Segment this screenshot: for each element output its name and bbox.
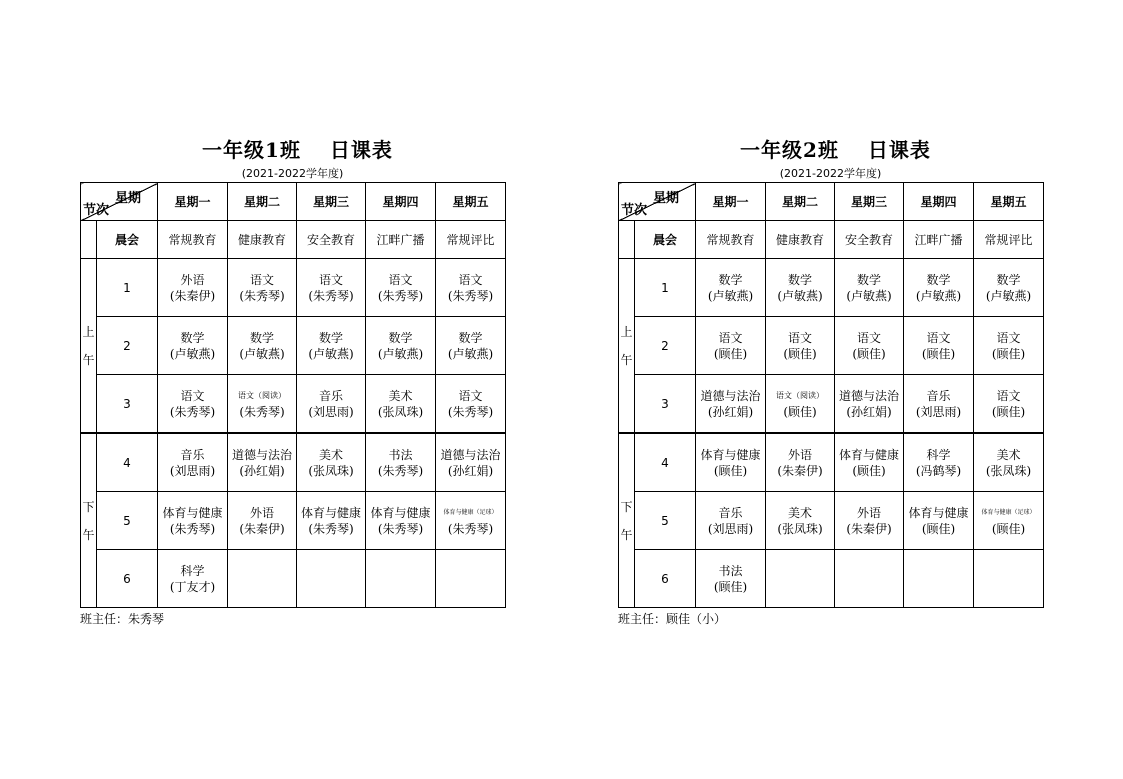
subject-name: 数学	[718, 272, 743, 287]
teacher-name: (顾佳)	[713, 346, 748, 361]
subject-name: 数学	[180, 330, 205, 345]
morning-topic: 常规教育	[158, 221, 228, 259]
head-teacher: 班主任：顾佳（小）	[618, 612, 727, 626]
subject-name: 数学	[996, 272, 1021, 287]
teacher-name: (孙红娟)	[846, 404, 892, 419]
morning-row	[619, 221, 1044, 259]
teacher-name: (朱秀琴)	[169, 521, 216, 536]
lesson-cell	[228, 259, 297, 317]
teacher-name: (孙红娟)	[447, 463, 494, 478]
half-day-char: 午	[620, 527, 633, 542]
teacher-name: (朱秀琴)	[169, 404, 216, 419]
teacher-name: (朱秀琴)	[239, 288, 285, 303]
teacher-name: (朱秀琴)	[447, 404, 494, 419]
day-header: 星期五	[436, 183, 506, 221]
teacher-name: (卢敏燕)	[239, 346, 285, 361]
lesson-cell	[974, 317, 1044, 375]
schedule-table	[618, 182, 1044, 608]
teacher-name: (张凤珠)	[985, 463, 1032, 478]
subject-name: 语文	[458, 272, 483, 287]
teacher-name: (顾佳)	[921, 521, 956, 536]
schedule-body	[81, 183, 506, 608]
subject-name: 数学	[388, 330, 413, 345]
lesson-cell	[766, 492, 835, 550]
morning-topic: 常规教育	[696, 221, 766, 259]
schedule-body	[619, 183, 1044, 608]
subject-name: 外语	[787, 447, 812, 462]
lesson-cell	[904, 375, 974, 434]
teacher-name: (卢敏燕)	[915, 288, 962, 303]
teacher-name: (孙红娟)	[707, 404, 754, 419]
teacher-name: (顾佳)	[713, 579, 748, 594]
teacher-name: (丁友才)	[169, 579, 216, 594]
morning-row	[81, 221, 506, 259]
period-row	[81, 492, 506, 550]
teacher-name: (朱秦伊)	[777, 463, 823, 478]
subject-name: 数学	[249, 330, 274, 345]
period-row	[81, 375, 506, 434]
lesson-cell	[436, 259, 506, 317]
period-number: 5	[97, 492, 158, 550]
period-header: 节次	[621, 203, 648, 218]
page-title: 一年级2班 日课表	[740, 138, 931, 162]
teacher-name: (顾佳)	[991, 404, 1026, 419]
lesson-cell	[696, 550, 766, 608]
teacher-name: (张凤珠)	[377, 404, 424, 419]
lesson-cell	[904, 317, 974, 375]
teacher-name: (朱秀琴)	[308, 521, 354, 536]
subject-name: 语文	[318, 272, 343, 287]
lesson-cell	[974, 492, 1044, 550]
schedule-table	[80, 182, 506, 608]
period-number: 1	[635, 259, 696, 317]
day-header: 星期四	[366, 183, 436, 221]
lesson-cell	[366, 317, 436, 375]
lesson-cell	[835, 492, 904, 550]
period-row	[81, 433, 506, 492]
lesson-cell	[297, 317, 366, 375]
teacher-name: (卢敏燕)	[169, 346, 216, 361]
day-header: 星期二	[766, 183, 835, 221]
school-year: (2021-2022学年度)	[241, 167, 344, 180]
teacher-name: (朱秦伊)	[169, 288, 216, 303]
corner-header	[619, 183, 696, 221]
subject-name: 语文	[996, 330, 1021, 345]
morning-topic: 江畔广播	[366, 221, 436, 259]
lesson-cell	[766, 317, 835, 375]
teacher-name: (刘思雨)	[308, 404, 354, 419]
subject-name: 语文	[787, 330, 812, 345]
half-day-char: 午	[82, 527, 95, 542]
lesson-cell	[158, 550, 228, 608]
teacher-name: (顾佳)	[852, 346, 886, 361]
lesson-cell	[297, 433, 366, 492]
day-header: 星期五	[974, 183, 1044, 221]
lesson-cell	[904, 550, 974, 608]
teacher-name: (刘思雨)	[915, 404, 962, 419]
lesson-cell	[366, 259, 436, 317]
period-row	[81, 317, 506, 375]
subject-name: 道德与法治	[231, 447, 292, 462]
teacher-name: (顾佳)	[991, 346, 1026, 361]
period-row	[619, 259, 1044, 317]
lesson-cell	[366, 492, 436, 550]
subject-name: 外语	[249, 505, 274, 520]
morning-label: 晨会	[97, 221, 158, 259]
lesson-cell	[974, 550, 1044, 608]
period-number: 6	[97, 550, 158, 608]
teacher-name: (朱秀琴)	[447, 521, 494, 536]
lesson-cell	[904, 433, 974, 492]
lesson-cell	[228, 492, 297, 550]
day-header: 星期二	[228, 183, 297, 221]
teacher-name: (顾佳)	[783, 404, 817, 419]
lesson-cell	[436, 433, 506, 492]
morning-label: 晨会	[635, 221, 696, 259]
teacher-name: (顾佳)	[921, 346, 956, 361]
morning-topic: 健康教育	[766, 221, 835, 259]
period-number: 2	[97, 317, 158, 375]
lesson-cell	[158, 375, 228, 434]
lesson-cell	[696, 433, 766, 492]
lesson-cell	[835, 259, 904, 317]
period-number: 5	[635, 492, 696, 550]
teacher-name: (卢敏燕)	[707, 288, 754, 303]
header-row	[619, 183, 1044, 221]
subject-name: 道德与法治	[700, 388, 761, 403]
subject-name: 数学	[926, 272, 951, 287]
header-row	[81, 183, 506, 221]
teacher-name: (朱秦伊)	[846, 521, 892, 536]
lesson-cell	[904, 492, 974, 550]
lesson-cell	[696, 259, 766, 317]
morning-topic: 安全教育	[297, 221, 366, 259]
pm-label	[81, 433, 97, 608]
day-header: 星期三	[297, 183, 366, 221]
weekday-header: 星期	[114, 191, 141, 206]
subject-name: 道德与法治	[440, 447, 501, 462]
period-number: 4	[635, 433, 696, 492]
subject-name: 体育与健康	[162, 505, 223, 520]
subject-name: 体育与健康（足球）	[981, 508, 1036, 516]
subject-name: 语文	[926, 330, 951, 345]
lesson-cell	[436, 317, 506, 375]
subject-name: 体育与健康	[370, 505, 431, 520]
subject-name: 语文	[249, 272, 274, 287]
lesson-cell	[297, 259, 366, 317]
teacher-name: (朱秀琴)	[308, 288, 354, 303]
teacher-name: (刘思雨)	[169, 463, 216, 478]
period-row	[619, 550, 1044, 608]
day-header: 星期一	[696, 183, 766, 221]
subject-name: 美术	[787, 505, 812, 520]
lesson-cell	[835, 317, 904, 375]
lesson-cell	[297, 550, 366, 608]
lesson-cell	[696, 492, 766, 550]
subject-name: 语文	[458, 388, 483, 403]
teacher-name: (朱秀琴)	[447, 288, 494, 303]
subject-name: 音乐	[718, 505, 743, 520]
lesson-cell	[835, 550, 904, 608]
lesson-cell	[974, 259, 1044, 317]
am-label	[81, 259, 97, 434]
period-row	[619, 492, 1044, 550]
lesson-cell	[297, 492, 366, 550]
lesson-cell	[766, 259, 835, 317]
lesson-cell	[158, 492, 228, 550]
lesson-cell	[436, 492, 506, 550]
period-number: 4	[97, 433, 158, 492]
subject-name: 语文（阅读）	[776, 390, 824, 400]
teacher-name: (卢敏燕)	[777, 288, 823, 303]
timetable-class-1	[80, 135, 505, 627]
period-number: 1	[97, 259, 158, 317]
subject-name: 数学	[318, 330, 343, 345]
teacher-name: (刘思雨)	[707, 521, 754, 536]
subject-name: 体育与健康	[700, 447, 761, 462]
subject-name: 道德与法治	[838, 388, 899, 403]
subject-name: 语文	[388, 272, 413, 287]
lesson-cell	[835, 375, 904, 434]
period-number: 2	[635, 317, 696, 375]
teacher-name: (张凤珠)	[777, 521, 823, 536]
period-number: 3	[97, 375, 158, 434]
lesson-cell	[835, 433, 904, 492]
page-title: 一年级1班 日课表	[202, 138, 393, 162]
subject-name: 语文（阅读）	[238, 390, 286, 400]
teacher-name: (顾佳)	[852, 463, 886, 478]
teacher-name: (卢敏燕)	[846, 288, 892, 303]
half-day-char: 上	[82, 324, 95, 339]
subject-name: 语文	[718, 330, 743, 345]
subject-name: 书法	[388, 447, 413, 462]
subject-name: 外语	[856, 505, 881, 520]
subject-name: 体育与健康	[300, 505, 361, 520]
lesson-cell	[696, 375, 766, 434]
period-row	[81, 550, 506, 608]
subject-name: 科学	[180, 563, 205, 578]
period-row	[619, 317, 1044, 375]
lesson-cell	[228, 550, 297, 608]
teacher-name: (朱秦伊)	[239, 521, 285, 536]
blank-cell	[81, 221, 97, 259]
subject-name: 美术	[318, 447, 343, 462]
subject-name: 体育与健康	[838, 447, 899, 462]
weekday-header: 星期	[652, 191, 679, 206]
teacher-name: (卢敏燕)	[308, 346, 354, 361]
subject-name: 美术	[388, 388, 413, 403]
lesson-cell	[766, 433, 835, 492]
corner-header	[81, 183, 158, 221]
period-row	[619, 433, 1044, 492]
lesson-cell	[436, 375, 506, 434]
lesson-cell	[974, 433, 1044, 492]
subject-name: 数学	[856, 272, 881, 287]
lesson-cell	[228, 433, 297, 492]
lesson-cell	[158, 259, 228, 317]
teacher-name: (孙红娟)	[239, 463, 285, 478]
subject-name: 语文	[856, 330, 881, 345]
teacher-name: (朱秀琴)	[377, 521, 424, 536]
half-day-char: 上	[620, 324, 633, 339]
period-number: 3	[635, 375, 696, 434]
lesson-cell	[766, 375, 835, 434]
lesson-cell	[366, 433, 436, 492]
teacher-name: (顾佳)	[783, 346, 817, 361]
teacher-name: (卢敏燕)	[985, 288, 1032, 303]
day-header: 星期三	[835, 183, 904, 221]
morning-topic: 健康教育	[228, 221, 297, 259]
subject-name: 体育与健康	[908, 505, 969, 520]
morning-topic: 江畔广播	[904, 221, 974, 259]
lesson-cell	[436, 550, 506, 608]
head-teacher: 班主任：朱秀琴	[80, 612, 165, 626]
blank-cell	[619, 221, 635, 259]
lesson-cell	[228, 375, 297, 434]
subject-name: 体育与健康（足球）	[443, 508, 498, 516]
lesson-cell	[696, 317, 766, 375]
period-header: 节次	[83, 203, 110, 218]
half-day-char: 午	[82, 352, 95, 367]
subject-name: 音乐	[926, 388, 951, 403]
timetable-class-2	[618, 135, 1043, 627]
lesson-cell	[366, 375, 436, 434]
subject-name: 科学	[926, 447, 951, 462]
subject-name: 语文	[180, 388, 205, 403]
teacher-name: (朱秀琴)	[377, 463, 424, 478]
teacher-name: (朱秀琴)	[377, 288, 424, 303]
lesson-cell	[366, 550, 436, 608]
half-day-char: 午	[620, 352, 633, 367]
teacher-name: (冯鹤琴)	[915, 463, 962, 478]
subject-name: 音乐	[318, 388, 343, 403]
subject-name: 音乐	[180, 447, 205, 462]
subject-name: 数学	[458, 330, 483, 345]
am-label	[619, 259, 635, 434]
period-row	[81, 259, 506, 317]
morning-topic: 安全教育	[835, 221, 904, 259]
half-day-char: 下	[82, 499, 95, 514]
subject-name: 数学	[787, 272, 812, 287]
teacher-name: (卢敏燕)	[377, 346, 424, 361]
pm-label	[619, 433, 635, 608]
day-header: 星期一	[158, 183, 228, 221]
teacher-name: (卢敏燕)	[447, 346, 494, 361]
teacher-name: (顾佳)	[991, 521, 1026, 536]
period-number: 6	[635, 550, 696, 608]
subject-name: 书法	[718, 563, 743, 578]
day-header: 星期四	[904, 183, 974, 221]
morning-topic: 常规评比	[436, 221, 506, 259]
subject-name: 语文	[996, 388, 1021, 403]
teacher-name: (朱秀琴)	[239, 404, 285, 419]
lesson-cell	[158, 317, 228, 375]
period-row	[619, 375, 1044, 434]
subject-name: 外语	[180, 272, 205, 287]
lesson-cell	[228, 317, 297, 375]
teacher-name: (顾佳)	[713, 463, 748, 478]
morning-topic: 常规评比	[974, 221, 1044, 259]
lesson-cell	[158, 433, 228, 492]
subject-name: 美术	[996, 447, 1021, 462]
lesson-cell	[904, 259, 974, 317]
lesson-cell	[974, 375, 1044, 434]
lesson-cell	[766, 550, 835, 608]
half-day-char: 下	[620, 499, 633, 514]
lesson-cell	[297, 375, 366, 434]
teacher-name: (张凤珠)	[308, 463, 354, 478]
school-year: (2021-2022学年度)	[779, 167, 882, 180]
